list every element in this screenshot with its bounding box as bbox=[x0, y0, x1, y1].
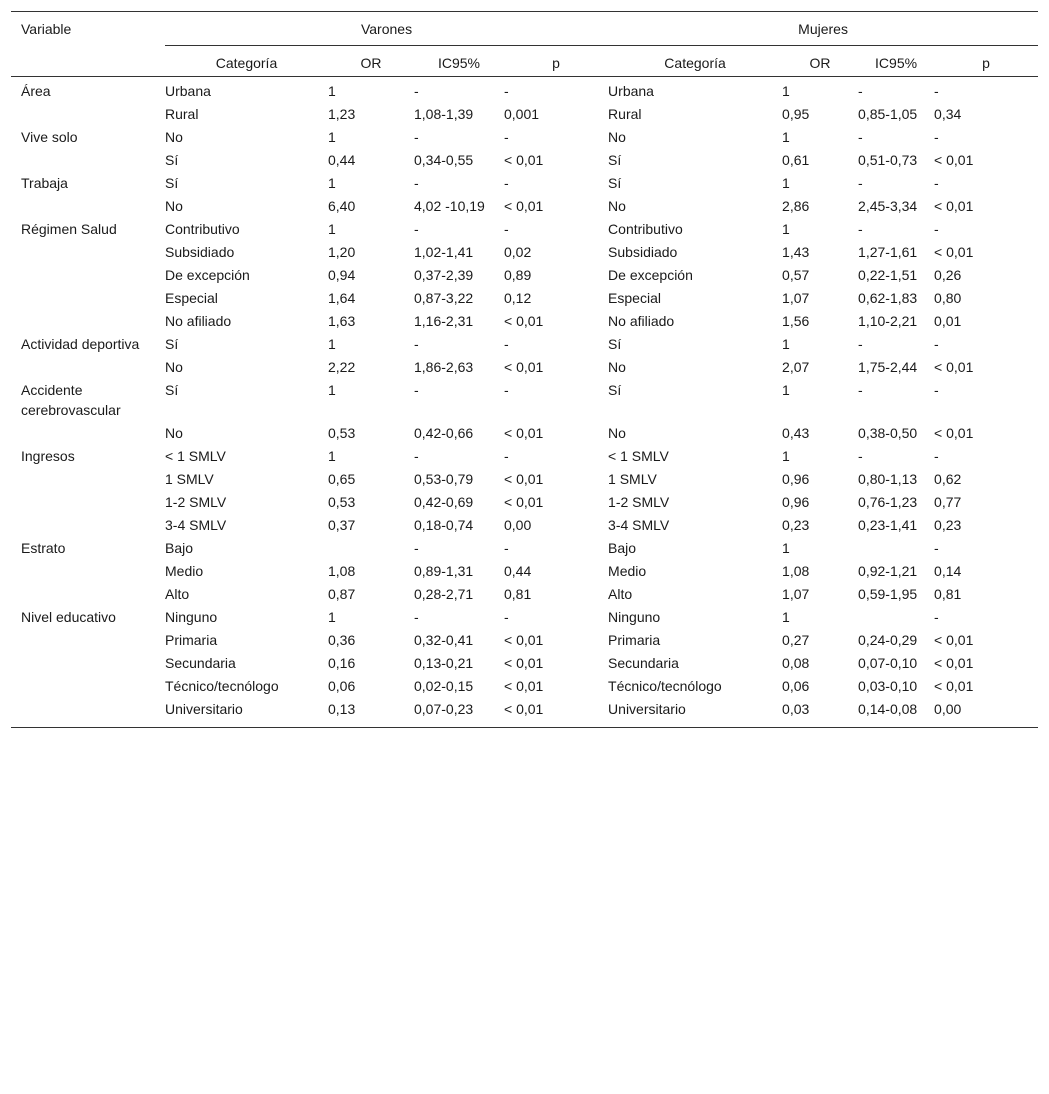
or-cell: 1 bbox=[328, 175, 336, 191]
or-cell: 1 bbox=[782, 540, 790, 556]
categoria-cell: De excepción bbox=[165, 267, 250, 283]
or-cell: 0,23 bbox=[782, 517, 810, 533]
p-cell: 0,14 bbox=[934, 563, 962, 579]
ic95-cell: - bbox=[858, 83, 863, 99]
categoria-cell: Técnico/tecnólogo bbox=[165, 678, 279, 694]
variable-cell: Área bbox=[21, 83, 51, 99]
p-cell: - bbox=[934, 540, 939, 556]
header-p: p bbox=[504, 46, 608, 77]
ic95-cell: - bbox=[414, 448, 419, 464]
ic95-cell: 1,86-2,63 bbox=[414, 359, 474, 375]
table-row bbox=[11, 355, 1038, 378]
ic95-cell: 4,02 -10,19 bbox=[414, 198, 485, 214]
or-cell: 0,06 bbox=[782, 678, 810, 694]
table-row bbox=[11, 536, 1038, 559]
table-row bbox=[11, 421, 1038, 444]
variable-cell: Accidente cerebrovascular bbox=[21, 382, 121, 418]
p-cell: - bbox=[934, 129, 939, 145]
table-row bbox=[11, 674, 1038, 697]
header-variable: Variable bbox=[11, 12, 165, 77]
table-row bbox=[11, 582, 1038, 605]
p-cell: - bbox=[504, 221, 509, 237]
p-cell: - bbox=[504, 175, 509, 191]
or-cell: 1 bbox=[782, 83, 790, 99]
ic95-cell: 0,42-0,66 bbox=[414, 425, 474, 441]
or-cell: 1,23 bbox=[328, 106, 356, 122]
p-cell: - bbox=[934, 175, 939, 191]
p-cell: 0,77 bbox=[934, 494, 962, 510]
variable-cell: Actividad deportiva bbox=[21, 336, 140, 352]
table-row bbox=[11, 102, 1038, 125]
p-cell: < 0,01 bbox=[934, 425, 974, 441]
ic95-cell: - bbox=[858, 129, 863, 145]
p-cell: < 0,01 bbox=[504, 425, 544, 441]
or-cell: 0,06 bbox=[328, 678, 356, 694]
p-cell: < 0,01 bbox=[934, 655, 974, 671]
or-cell: 1 bbox=[782, 609, 790, 625]
variable-cell bbox=[11, 490, 165, 513]
categoria-cell: 3-4 SMLV bbox=[165, 517, 227, 533]
header-p: p bbox=[934, 46, 1038, 77]
table-row bbox=[11, 490, 1038, 513]
or-cell: 1,08 bbox=[782, 563, 810, 579]
p-cell: < 0,01 bbox=[504, 313, 544, 329]
table-row bbox=[11, 697, 1038, 728]
categoria-cell: Subsidiado bbox=[608, 244, 678, 260]
p-cell: < 0,01 bbox=[504, 152, 544, 168]
or-cell: 0,94 bbox=[328, 267, 356, 283]
or-cell: 0,16 bbox=[328, 655, 356, 671]
or-cell: 2,07 bbox=[782, 359, 810, 375]
table-body bbox=[11, 77, 1038, 728]
table-row bbox=[11, 332, 1038, 355]
table-row bbox=[11, 559, 1038, 582]
header-or: OR bbox=[782, 46, 858, 77]
p-cell: - bbox=[504, 540, 509, 556]
ic95-cell: - bbox=[414, 609, 419, 625]
categoria-cell: Secundaria bbox=[165, 655, 236, 671]
or-cell: 1,08 bbox=[328, 563, 356, 579]
ic95-cell: 1,08-1,39 bbox=[414, 106, 474, 122]
p-cell: - bbox=[504, 129, 509, 145]
header-categoria: Categoría bbox=[165, 46, 328, 77]
p-cell: < 0,01 bbox=[504, 632, 544, 648]
ic95-cell: 2,45-3,34 bbox=[858, 198, 918, 214]
p-cell: - bbox=[504, 382, 509, 398]
categoria-cell: Ninguno bbox=[165, 609, 218, 625]
categoria-cell: Urbana bbox=[608, 83, 654, 99]
p-cell: < 0,01 bbox=[934, 152, 974, 168]
or-cell: 1 bbox=[328, 382, 336, 398]
p-cell: < 0,01 bbox=[934, 244, 974, 260]
or-cell: 1 bbox=[782, 382, 790, 398]
header-or: OR bbox=[328, 46, 414, 77]
variable-cell bbox=[11, 240, 165, 263]
or-cell: 0,43 bbox=[782, 425, 810, 441]
categoria-cell: No bbox=[165, 129, 183, 145]
p-cell: - bbox=[934, 382, 939, 398]
or-cell: 1 bbox=[328, 609, 336, 625]
ic95-cell: - bbox=[414, 129, 419, 145]
ic95-cell: 0,02-0,15 bbox=[414, 678, 474, 694]
ic95-cell: 0,07-0,10 bbox=[858, 655, 918, 671]
or-cell: 0,96 bbox=[782, 494, 810, 510]
categoria-cell: 1 SMLV bbox=[165, 471, 214, 487]
p-cell: - bbox=[934, 609, 939, 625]
categoria-cell: Rural bbox=[165, 106, 199, 122]
table-container bbox=[11, 11, 1038, 728]
categoria-cell: Rural bbox=[608, 106, 642, 122]
categoria-cell: Primaria bbox=[165, 632, 218, 648]
ic95-cell: - bbox=[858, 175, 863, 191]
p-cell: 0,23 bbox=[934, 517, 962, 533]
or-cell: 1 bbox=[328, 129, 336, 145]
ic95-cell: 0,59-1,95 bbox=[858, 586, 918, 602]
header-row-groups bbox=[11, 12, 1038, 46]
categoria-cell: Sí bbox=[165, 175, 179, 191]
ic95-cell: - bbox=[414, 382, 419, 398]
categoria-cell: Contributivo bbox=[608, 221, 683, 237]
variable-cell bbox=[11, 513, 165, 536]
variable-cell bbox=[11, 421, 165, 444]
ic95-cell: 0,76-1,23 bbox=[858, 494, 918, 510]
variable-cell bbox=[11, 628, 165, 651]
ic95-cell: 0,38-0,50 bbox=[858, 425, 918, 441]
categoria-cell: Subsidiado bbox=[165, 244, 235, 260]
variable-cell: Ingresos bbox=[21, 448, 75, 464]
ic95-cell: - bbox=[858, 336, 863, 352]
ic95-cell: - bbox=[858, 448, 863, 464]
ic95-cell: 0,03-0,10 bbox=[858, 678, 918, 694]
ic95-cell: 0,07-0,23 bbox=[414, 697, 504, 728]
or-cell: 6,40 bbox=[328, 198, 356, 214]
ic95-cell: - bbox=[414, 83, 419, 99]
ic95-cell: 0,32-0,41 bbox=[414, 632, 474, 648]
variable-cell bbox=[11, 467, 165, 490]
table-row bbox=[11, 240, 1038, 263]
categoria-cell: < 1 SMLV bbox=[165, 448, 226, 464]
categoria-cell: Sí bbox=[608, 175, 622, 191]
or-cell: 1,63 bbox=[328, 313, 356, 329]
ic95-cell: 0,14-0,08 bbox=[858, 697, 934, 728]
or-cell: 2,86 bbox=[782, 198, 810, 214]
categoria-cell: Secundaria bbox=[608, 655, 679, 671]
variable-cell bbox=[11, 309, 165, 332]
ic95-cell: 0,85-1,05 bbox=[858, 106, 918, 122]
ic95-cell: 0,18-0,74 bbox=[414, 517, 474, 533]
p-cell: 0,02 bbox=[504, 244, 532, 260]
p-cell: - bbox=[934, 336, 939, 352]
ic95-cell: 0,53-0,79 bbox=[414, 471, 474, 487]
or-cell: 0,95 bbox=[782, 106, 810, 122]
variable-cell bbox=[11, 355, 165, 378]
variable-cell bbox=[11, 263, 165, 286]
p-cell: < 0,01 bbox=[504, 655, 544, 671]
categoria-cell: No bbox=[165, 359, 183, 375]
categoria-cell: Especial bbox=[608, 290, 661, 306]
header-ic95: IC95% bbox=[858, 46, 934, 77]
ic95-cell: 0,42-0,69 bbox=[414, 494, 474, 510]
categoria-cell: No bbox=[608, 359, 626, 375]
variable-cell bbox=[11, 102, 165, 125]
categoria-cell: Alto bbox=[165, 586, 190, 602]
categoria-cell: Sí bbox=[165, 382, 179, 398]
or-cell: 0,57 bbox=[782, 267, 810, 283]
ic95-cell: - bbox=[414, 175, 419, 191]
p-cell: < 0,01 bbox=[934, 678, 974, 694]
p-cell: - bbox=[934, 83, 939, 99]
table-row bbox=[11, 467, 1038, 490]
ic95-cell: - bbox=[414, 336, 419, 352]
variable-cell bbox=[11, 286, 165, 309]
ic95-cell bbox=[858, 536, 934, 559]
p-cell: < 0,01 bbox=[934, 198, 974, 214]
categoria-cell: Bajo bbox=[608, 540, 637, 556]
or-cell: 1,43 bbox=[782, 244, 810, 260]
or-cell: 0,65 bbox=[328, 471, 356, 487]
variable-cell: Régimen Salud bbox=[21, 221, 117, 237]
categoria-cell: 1 SMLV bbox=[608, 471, 657, 487]
p-cell: 0,26 bbox=[934, 267, 962, 283]
data-table bbox=[11, 11, 1038, 728]
ic95-cell bbox=[858, 605, 934, 628]
categoria-cell: 3-4 SMLV bbox=[608, 517, 670, 533]
p-cell: 0,81 bbox=[504, 586, 532, 602]
ic95-cell: 0,23-1,41 bbox=[858, 517, 918, 533]
categoria-cell: Sí bbox=[165, 336, 179, 352]
or-cell: 0,96 bbox=[782, 471, 810, 487]
categoria-cell: < 1 SMLV bbox=[608, 448, 669, 464]
variable-cell: Estrato bbox=[21, 540, 66, 556]
or-cell: 1 bbox=[782, 175, 790, 191]
categoria-cell: No bbox=[608, 425, 626, 441]
ic95-cell: 0,80-1,13 bbox=[858, 471, 918, 487]
categoria-cell: No bbox=[608, 198, 626, 214]
table-row bbox=[11, 77, 1038, 103]
variable-cell bbox=[11, 194, 165, 217]
table-row bbox=[11, 378, 1038, 421]
p-cell: < 0,01 bbox=[504, 198, 544, 214]
or-cell: 1 bbox=[782, 129, 790, 145]
or-cell: 1 bbox=[328, 448, 336, 464]
p-cell: 0,12 bbox=[504, 290, 532, 306]
or-cell: 0,53 bbox=[328, 494, 356, 510]
table-row bbox=[11, 148, 1038, 171]
categoria-cell: Bajo bbox=[165, 540, 194, 556]
categoria-cell: 1-2 SMLV bbox=[165, 494, 227, 510]
ic95-cell: - bbox=[414, 540, 419, 556]
ic95-cell: 0,87-3,22 bbox=[414, 290, 474, 306]
variable-cell bbox=[11, 148, 165, 171]
table-row bbox=[11, 444, 1038, 467]
variable-cell bbox=[11, 674, 165, 697]
or-cell: 0,44 bbox=[328, 152, 356, 168]
categoria-cell: Sí bbox=[608, 382, 622, 398]
p-cell: < 0,01 bbox=[504, 678, 544, 694]
p-cell: 0,81 bbox=[934, 586, 962, 602]
categoria-cell: No afiliado bbox=[165, 313, 232, 329]
variable-cell bbox=[11, 697, 165, 728]
p-cell: < 0,01 bbox=[934, 632, 974, 648]
p-cell: 0,001 bbox=[504, 106, 540, 122]
p-cell: < 0,01 bbox=[504, 494, 544, 510]
ic95-cell: 0,51-0,73 bbox=[858, 152, 918, 168]
or-cell: 1 bbox=[782, 448, 790, 464]
p-cell: 0,80 bbox=[934, 290, 962, 306]
p-cell: 0,01 bbox=[934, 313, 962, 329]
table-row bbox=[11, 309, 1038, 332]
categoria-cell: Primaria bbox=[608, 632, 661, 648]
categoria-cell: Sí bbox=[608, 336, 622, 352]
categoria-cell: Universitario bbox=[165, 697, 328, 728]
or-cell: 1 bbox=[328, 336, 336, 352]
ic95-cell: - bbox=[858, 221, 863, 237]
table-row bbox=[11, 217, 1038, 240]
header-categoria: Categoría bbox=[608, 46, 782, 77]
categoria-cell: Ninguno bbox=[608, 609, 661, 625]
ic95-cell: 0,92-1,21 bbox=[858, 563, 918, 579]
p-cell: < 0,01 bbox=[934, 359, 974, 375]
ic95-cell: 1,27-1,61 bbox=[858, 244, 918, 260]
or-cell: 1 bbox=[782, 336, 790, 352]
categoria-cell: No bbox=[165, 425, 183, 441]
categoria-cell: No bbox=[608, 129, 626, 145]
ic95-cell: 0,22-1,51 bbox=[858, 267, 918, 283]
ic95-cell: 0,28-2,71 bbox=[414, 586, 474, 602]
or-cell: 0,27 bbox=[782, 632, 810, 648]
ic95-cell: - bbox=[858, 382, 863, 398]
or-cell: 0,13 bbox=[328, 697, 414, 728]
categoria-cell: Universitario bbox=[608, 697, 782, 728]
p-cell: 0,89 bbox=[504, 267, 532, 283]
variable-cell bbox=[11, 582, 165, 605]
table-row bbox=[11, 125, 1038, 148]
or-cell: 1,56 bbox=[782, 313, 810, 329]
p-cell: - bbox=[504, 609, 509, 625]
p-cell: - bbox=[504, 83, 509, 99]
categoria-cell: Contributivo bbox=[165, 221, 240, 237]
or-cell: 1 bbox=[328, 83, 336, 99]
or-cell: 2,22 bbox=[328, 359, 356, 375]
ic95-cell: 0,13-0,21 bbox=[414, 655, 474, 671]
or-cell: 1 bbox=[782, 221, 790, 237]
or-cell: 0,53 bbox=[328, 425, 356, 441]
or-cell: 1,64 bbox=[328, 290, 356, 306]
categoria-cell: Sí bbox=[608, 152, 622, 168]
categoria-cell: No bbox=[165, 198, 183, 214]
p-cell: - bbox=[934, 221, 939, 237]
table-row bbox=[11, 628, 1038, 651]
categoria-cell: Urbana bbox=[165, 83, 211, 99]
header-row-columns bbox=[11, 46, 1038, 77]
variable-cell bbox=[11, 559, 165, 582]
or-cell: 1,07 bbox=[782, 290, 810, 306]
or-cell: 0,61 bbox=[782, 152, 810, 168]
table-row bbox=[11, 194, 1038, 217]
categoria-cell: Medio bbox=[165, 563, 204, 579]
or-cell: 0,87 bbox=[328, 586, 356, 602]
or-cell: 1 bbox=[328, 221, 336, 237]
categoria-cell: No afiliado bbox=[608, 313, 675, 329]
variable-cell bbox=[11, 651, 165, 674]
categoria-cell: De excepción bbox=[608, 267, 693, 283]
p-cell: < 0,01 bbox=[504, 359, 544, 375]
or-cell: 0,36 bbox=[328, 632, 356, 648]
table-row bbox=[11, 171, 1038, 194]
p-cell: 0,00 bbox=[934, 697, 1038, 728]
table-row bbox=[11, 605, 1038, 628]
p-cell: 0,34 bbox=[934, 106, 962, 122]
or-cell: 0,08 bbox=[782, 655, 810, 671]
or-cell: 0,37 bbox=[328, 517, 356, 533]
categoria-cell: Medio bbox=[608, 563, 647, 579]
p-cell: 0,62 bbox=[934, 471, 962, 487]
ic95-cell: - bbox=[414, 221, 419, 237]
table-row bbox=[11, 513, 1038, 536]
or-cell: 1,20 bbox=[328, 244, 356, 260]
ic95-cell: 0,24-0,29 bbox=[858, 632, 918, 648]
variable-cell: Trabaja bbox=[21, 175, 68, 191]
variable-cell: Vive solo bbox=[21, 129, 78, 145]
p-cell: 0,00 bbox=[504, 517, 532, 533]
or-cell: 0,03 bbox=[782, 697, 858, 728]
or-cell bbox=[328, 536, 414, 559]
variable-cell: Nivel educativo bbox=[21, 609, 116, 625]
ic95-cell: 0,89-1,31 bbox=[414, 563, 474, 579]
ic95-cell: 1,02-1,41 bbox=[414, 244, 474, 260]
p-cell: < 0,01 bbox=[504, 697, 608, 728]
ic95-cell: 0,34-0,55 bbox=[414, 152, 474, 168]
ic95-cell: 0,62-1,83 bbox=[858, 290, 918, 306]
categoria-cell: Alto bbox=[608, 586, 633, 602]
categoria-cell: Técnico/tecnólogo bbox=[608, 678, 722, 694]
header-ic95: IC95% bbox=[414, 46, 504, 77]
categoria-cell: Especial bbox=[165, 290, 218, 306]
header-group-varones: Varones bbox=[165, 12, 608, 46]
p-cell: - bbox=[504, 448, 509, 464]
ic95-cell: 1,75-2,44 bbox=[858, 359, 918, 375]
categoria-cell: 1-2 SMLV bbox=[608, 494, 670, 510]
ic95-cell: 1,10-2,21 bbox=[858, 313, 918, 329]
or-cell: 1,07 bbox=[782, 586, 810, 602]
table-row bbox=[11, 286, 1038, 309]
p-cell: 0,44 bbox=[504, 563, 532, 579]
table-row bbox=[11, 651, 1038, 674]
categoria-cell: Sí bbox=[165, 152, 179, 168]
p-cell: < 0,01 bbox=[504, 471, 544, 487]
p-cell: - bbox=[504, 336, 509, 352]
header-group-mujeres: Mujeres bbox=[608, 12, 1038, 46]
ic95-cell: 1,16-2,31 bbox=[414, 313, 474, 329]
p-cell: - bbox=[934, 448, 939, 464]
table-row bbox=[11, 263, 1038, 286]
ic95-cell: 0,37-2,39 bbox=[414, 267, 474, 283]
